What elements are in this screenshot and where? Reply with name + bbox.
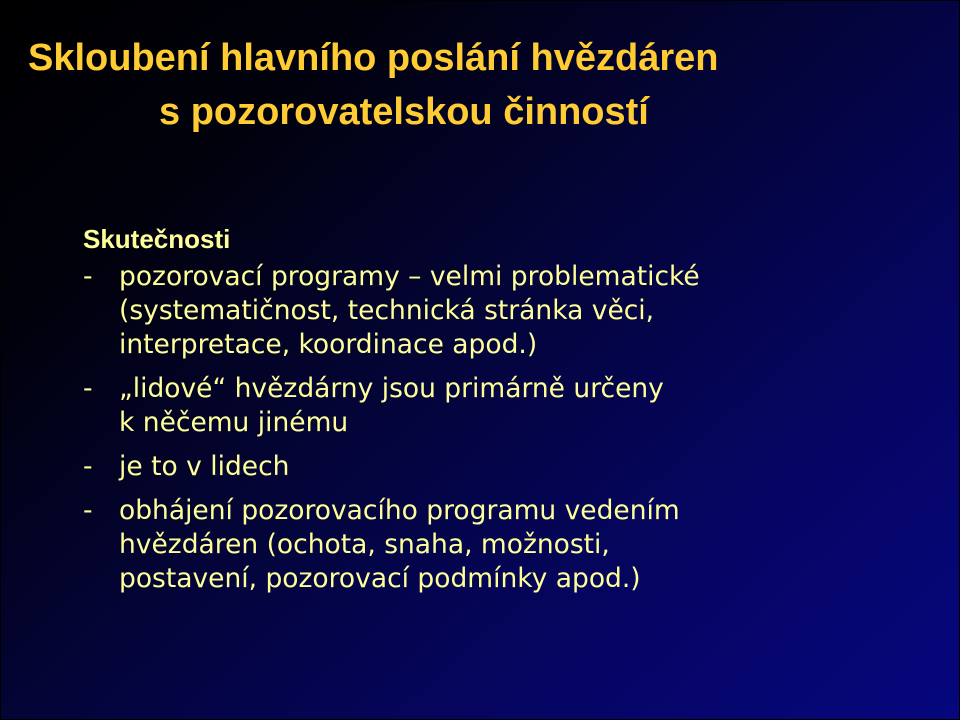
bullet-line: obhájení pozorovacího programu vedením bbox=[119, 495, 680, 526]
bullet-dash: - bbox=[83, 451, 93, 482]
bullet-item-defending-program bbox=[83, 494, 943, 596]
bullet-text bbox=[119, 372, 943, 440]
bullet-text bbox=[119, 494, 943, 596]
slide-title bbox=[28, 31, 948, 139]
slide-title-line-2: s pozorovatelskou činností bbox=[159, 91, 649, 133]
bullet-dash: - bbox=[83, 495, 93, 526]
bullet-line: je to v lidech bbox=[119, 451, 290, 482]
bullet-line: pozorovací programy – velmi problematické bbox=[119, 261, 700, 292]
slide-title-line-1: Skloubení hlavního poslání hvězdáren bbox=[28, 37, 719, 79]
bullet-line: postavení, pozorovací podmínky apod.) bbox=[119, 563, 641, 594]
bullet-line: interpretace, koordinace apod.) bbox=[119, 329, 538, 360]
presentation-slide bbox=[1, 1, 959, 719]
bullet-line: hvězdáren (ochota, snaha, možnosti, bbox=[119, 529, 610, 560]
bullet-dash: - bbox=[83, 261, 93, 292]
section-heading: Skutečnosti bbox=[83, 224, 231, 254]
bullet-text bbox=[119, 450, 943, 484]
bullet-text bbox=[119, 260, 943, 362]
bullet-line: k něčemu jinému bbox=[119, 407, 349, 438]
bullet-dash: - bbox=[83, 373, 93, 404]
bullet-line: „lidové“ hvězdárny jsou primárně určeny bbox=[119, 373, 664, 404]
bullet-item-programs bbox=[83, 260, 943, 362]
bullet-line: (systematičnost, technická stránka věci, bbox=[119, 295, 655, 326]
bullet-item-public-observatories bbox=[83, 372, 943, 440]
slide-body bbox=[83, 223, 943, 606]
bullet-item-people bbox=[83, 450, 943, 484]
